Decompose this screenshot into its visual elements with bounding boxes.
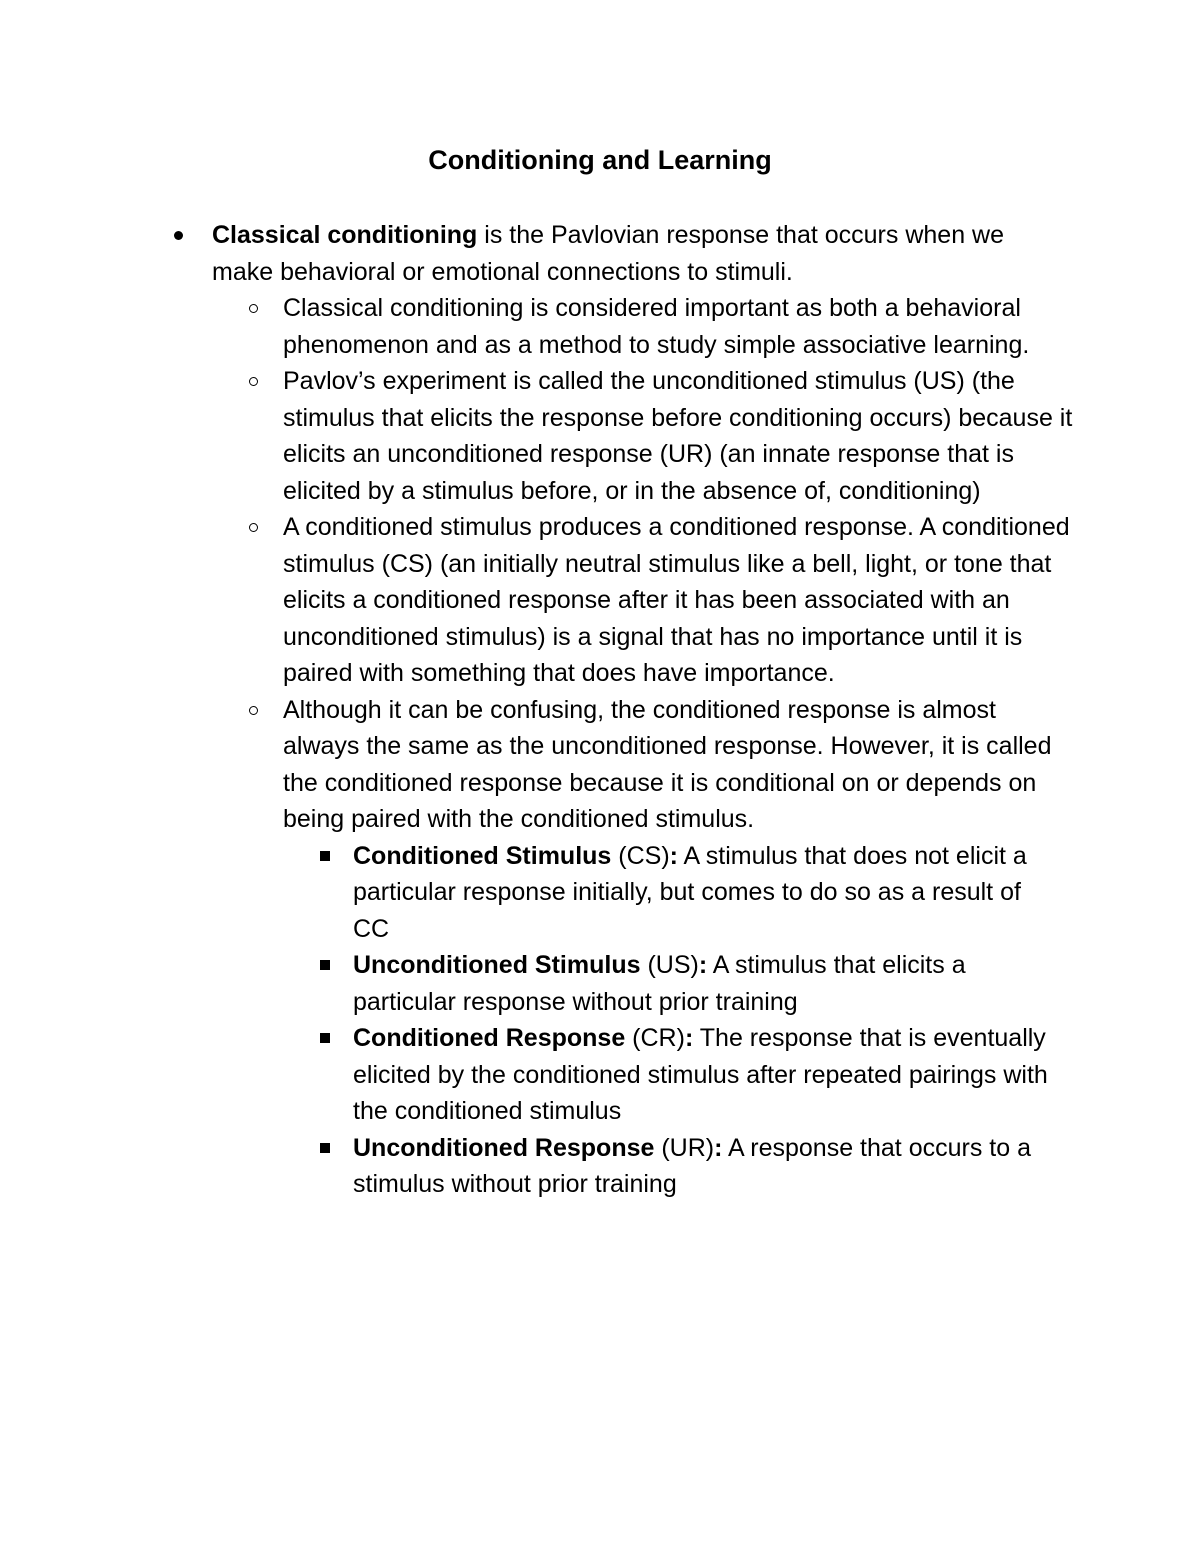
sub-list-item [283, 692, 1073, 838]
definition-abbr: (US) [640, 951, 699, 979]
definition-abbr: (CR) [625, 1024, 685, 1052]
hollow-circle-bullet-icon [249, 706, 258, 715]
definition-colon: : [698, 951, 708, 979]
definition-item [353, 947, 1063, 1020]
document-title: Conditioning and Learning [428, 145, 772, 175]
definition-text: A stimulus that elicits a particular response without prior training [353, 951, 966, 1016]
sub-item-text: Pavlov’s experiment is called the unconditioned stimulus (US) (the stimulus that elicits the response before conditioning occurs) because it elicits an unconditioned response (UR) (an innate response that is elicited by a stimulus before, or in the absence of, conditioning) [283, 367, 1073, 505]
definition-abbr: (CS) [611, 841, 670, 870]
definition-term: Conditioned Stimulus [353, 841, 612, 870]
definition-colon: : [669, 841, 678, 870]
hollow-circle-bullet-icon [249, 377, 258, 386]
item-text: is the Pavlovian response that occurs when we make behavioral or emotional connections to stimuli. [212, 221, 1005, 286]
sub-item-text: Although it can be confusing, the conditioned response is almost always the same as the unconditioned response. However, it is called the conditioned response because it is conditional on or depends on being paired with the conditioned stimulus. [283, 695, 1052, 833]
sub-item-text: A conditioned stimulus produces a conditioned response. A conditioned stimulus (CS) (an initially neutral stimulus like a bell, light, or tone that elicits a conditioned response after it has been associated with an unconditioned stimulus) is a signal that has no importance until it is paired with something that does have importance. [283, 513, 1070, 687]
sub-item-text: Classical conditioning is considered important as both a behavioral phenomenon and as a method to study simple associative learning. [283, 294, 1030, 359]
filled-square-bullet-icon [320, 1143, 330, 1153]
definition-term: Unconditioned Stimulus [353, 951, 641, 979]
filled-circle-bullet-icon [174, 231, 183, 240]
definition-text: A stimulus that does not elicit a particular response initially, but comes to do so as a result of CC [353, 841, 1027, 943]
definition-term: Conditioned Response [353, 1024, 626, 1052]
definition-text: The response that is eventually elicited by the conditioned stimulus after repeated pairings with the conditioned stimulus [353, 1024, 1048, 1125]
definition-item [353, 1130, 1063, 1203]
definition-colon: : [684, 1024, 694, 1052]
definition-colon: : [714, 1133, 723, 1162]
sub-list-item [283, 363, 1073, 509]
filled-square-bullet-icon [320, 851, 330, 861]
list-item-classical-conditioning [212, 217, 1062, 290]
hollow-circle-bullet-icon [249, 304, 258, 313]
filled-square-bullet-icon [320, 960, 330, 970]
sub-list-item [283, 509, 1073, 692]
filled-square-bullet-icon [320, 1033, 330, 1043]
definition-abbr: (UR) [654, 1133, 715, 1162]
definition-item [353, 1020, 1063, 1130]
definition-text: A response that occurs to a stimulus without prior training [353, 1133, 1031, 1198]
definition-item [353, 838, 1063, 948]
term-bold: Classical conditioning [212, 221, 478, 249]
sub-list-item [283, 290, 1073, 363]
definition-term: Unconditioned Response [353, 1133, 655, 1162]
hollow-circle-bullet-icon [249, 523, 258, 532]
document-body [0, 217, 1200, 1203]
